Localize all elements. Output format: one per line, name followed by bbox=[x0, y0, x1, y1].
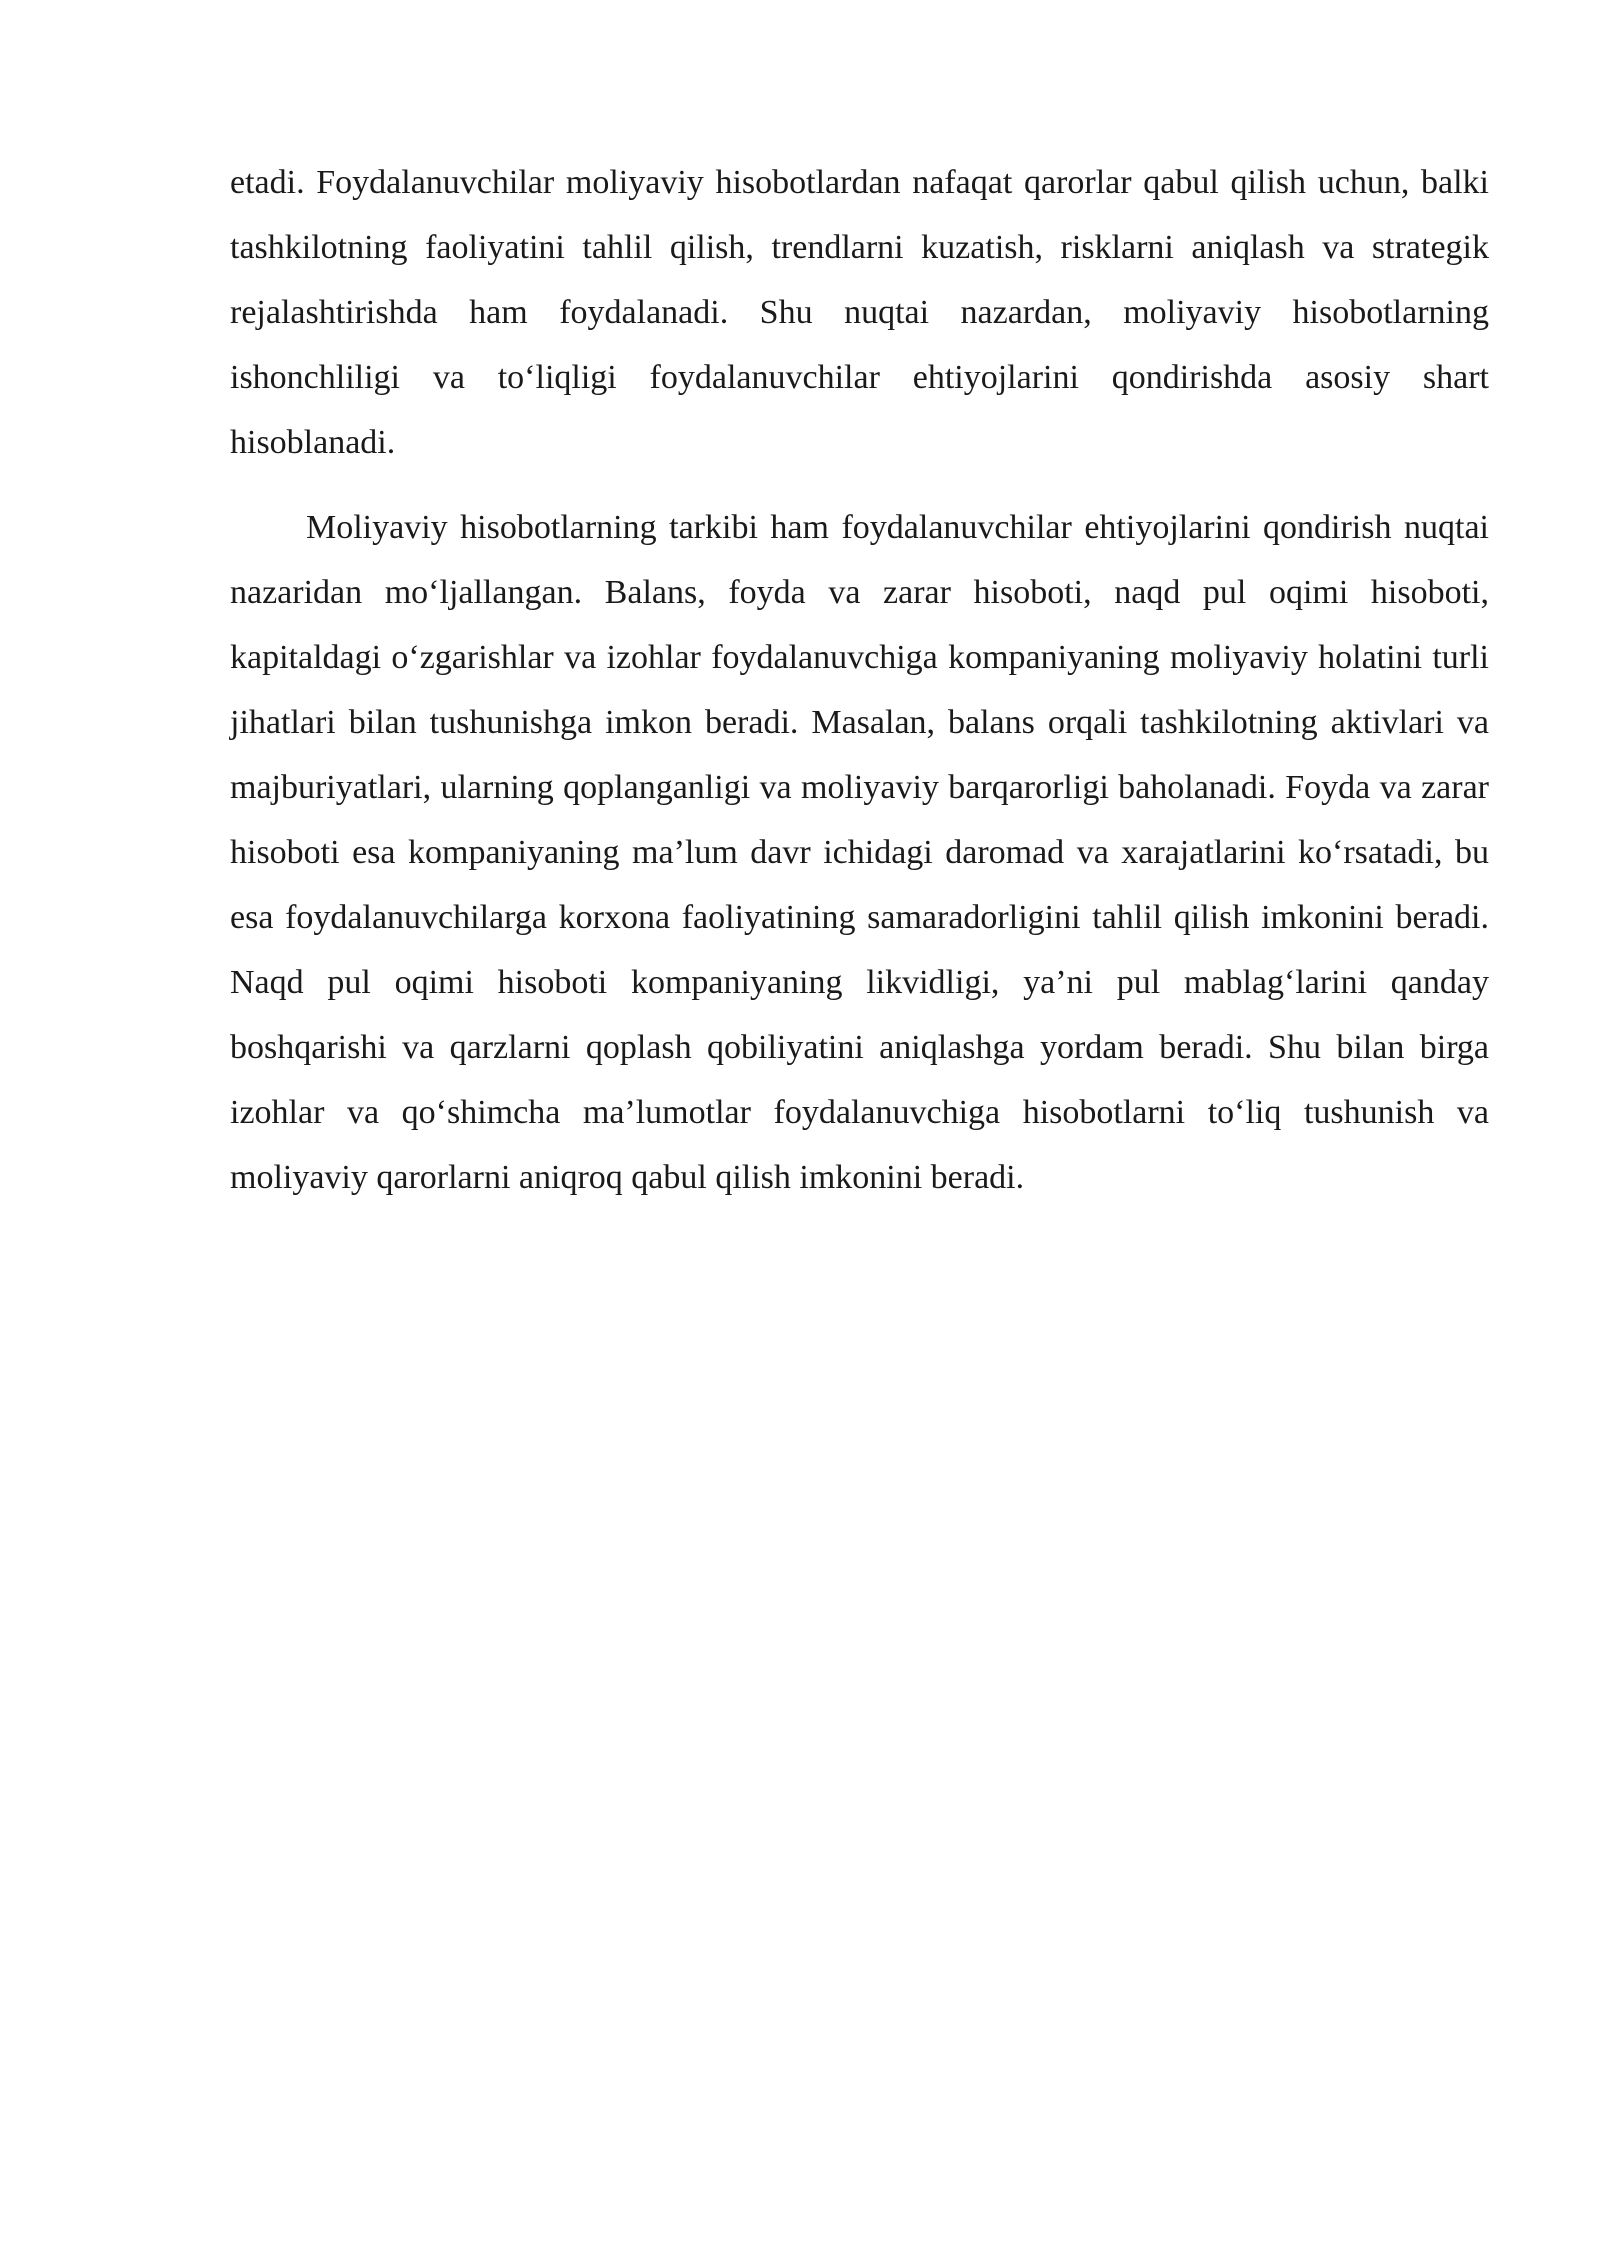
paragraph-continuation: etadi. Foydalanuvchilar moliyaviy hisobotlardan nafaqat qarorlar qabul qilish uchun, balki tashkilotning faoliyatini tahlil qilish, trendlarni kuzatish, risklarni aniqlash va strategik rejalashtirishda ham foydalanadi. Shu nuqtai nazardan, moliyaviy hisobotlarning ishonchliligi va to‘liqligi foydalanuvchilar ehtiyojlarini qondirishda asosiy shart hisoblanadi. bbox=[230, 164, 1489, 461]
paragraph-financial-statements-structure: Moliyaviy hisobotlarning tarkibi ham foydalanuvchilar ehtiyojlarini qondirish nuqtai nazaridan mo‘ljallangan. Balans, foyda va zarar hisoboti, naqd pul oqimi hisoboti, kapitaldagi o‘zgarishlar va izohlar foydalanuvchiga kompaniyaning moliyaviy holatini turli jihatlari bilan tushunishga imkon beradi. Masalan, balans orqali tashkilotning aktivlari va majburiyatlari, ularning qoplanganligi va moliyaviy barqarorligi baholanadi. Foyda va zarar hisoboti esa kompaniyaning ma’lum davr ichidagi daromad va xarajatlarini ko‘rsatadi, bu esa foydalanuvchilarga korxona faoliyatining samaradorligini tahlil qilish imkonini beradi. Naqd pul oqimi hisoboti kompaniyaning likvidligi, ya’ni pul mablag‘larini qanday boshqarishi va qarzlarni qoplash qobiliyatini aniqlashga yordam beradi. Shu bilan birga izohlar va qo‘shimcha ma’lumotlar foydalanuvchiga hisobotlarni to‘liq tushunish va moliyaviy qarorlarni aniqroq qabul qilish imkonini beradi. bbox=[230, 509, 1489, 1196]
document-body bbox=[230, 150, 1489, 1210]
